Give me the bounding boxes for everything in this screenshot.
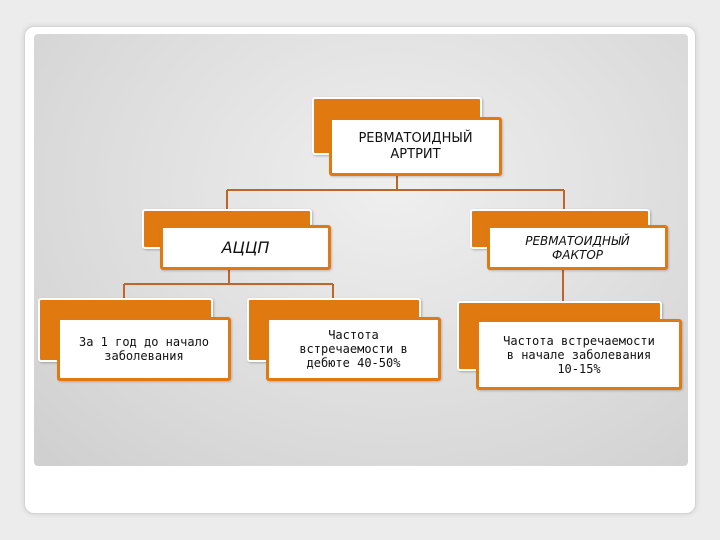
node-child-3-label: Частота встречаемости в начале заболевания 10-15% <box>476 319 682 390</box>
node-accp-label: АЦЦП <box>160 225 331 270</box>
node-child-2-label: Частота встречаемости в дебюте 40-50% <box>266 317 441 381</box>
node-root-label: РЕВМАТОИДНЫЙ АРТРИТ <box>329 117 502 176</box>
node-child-1-label: За 1 год до начало заболевания <box>57 317 231 381</box>
node-rf-label: РЕВМАТОИДНЫЙ ФАКТОР <box>487 225 668 270</box>
